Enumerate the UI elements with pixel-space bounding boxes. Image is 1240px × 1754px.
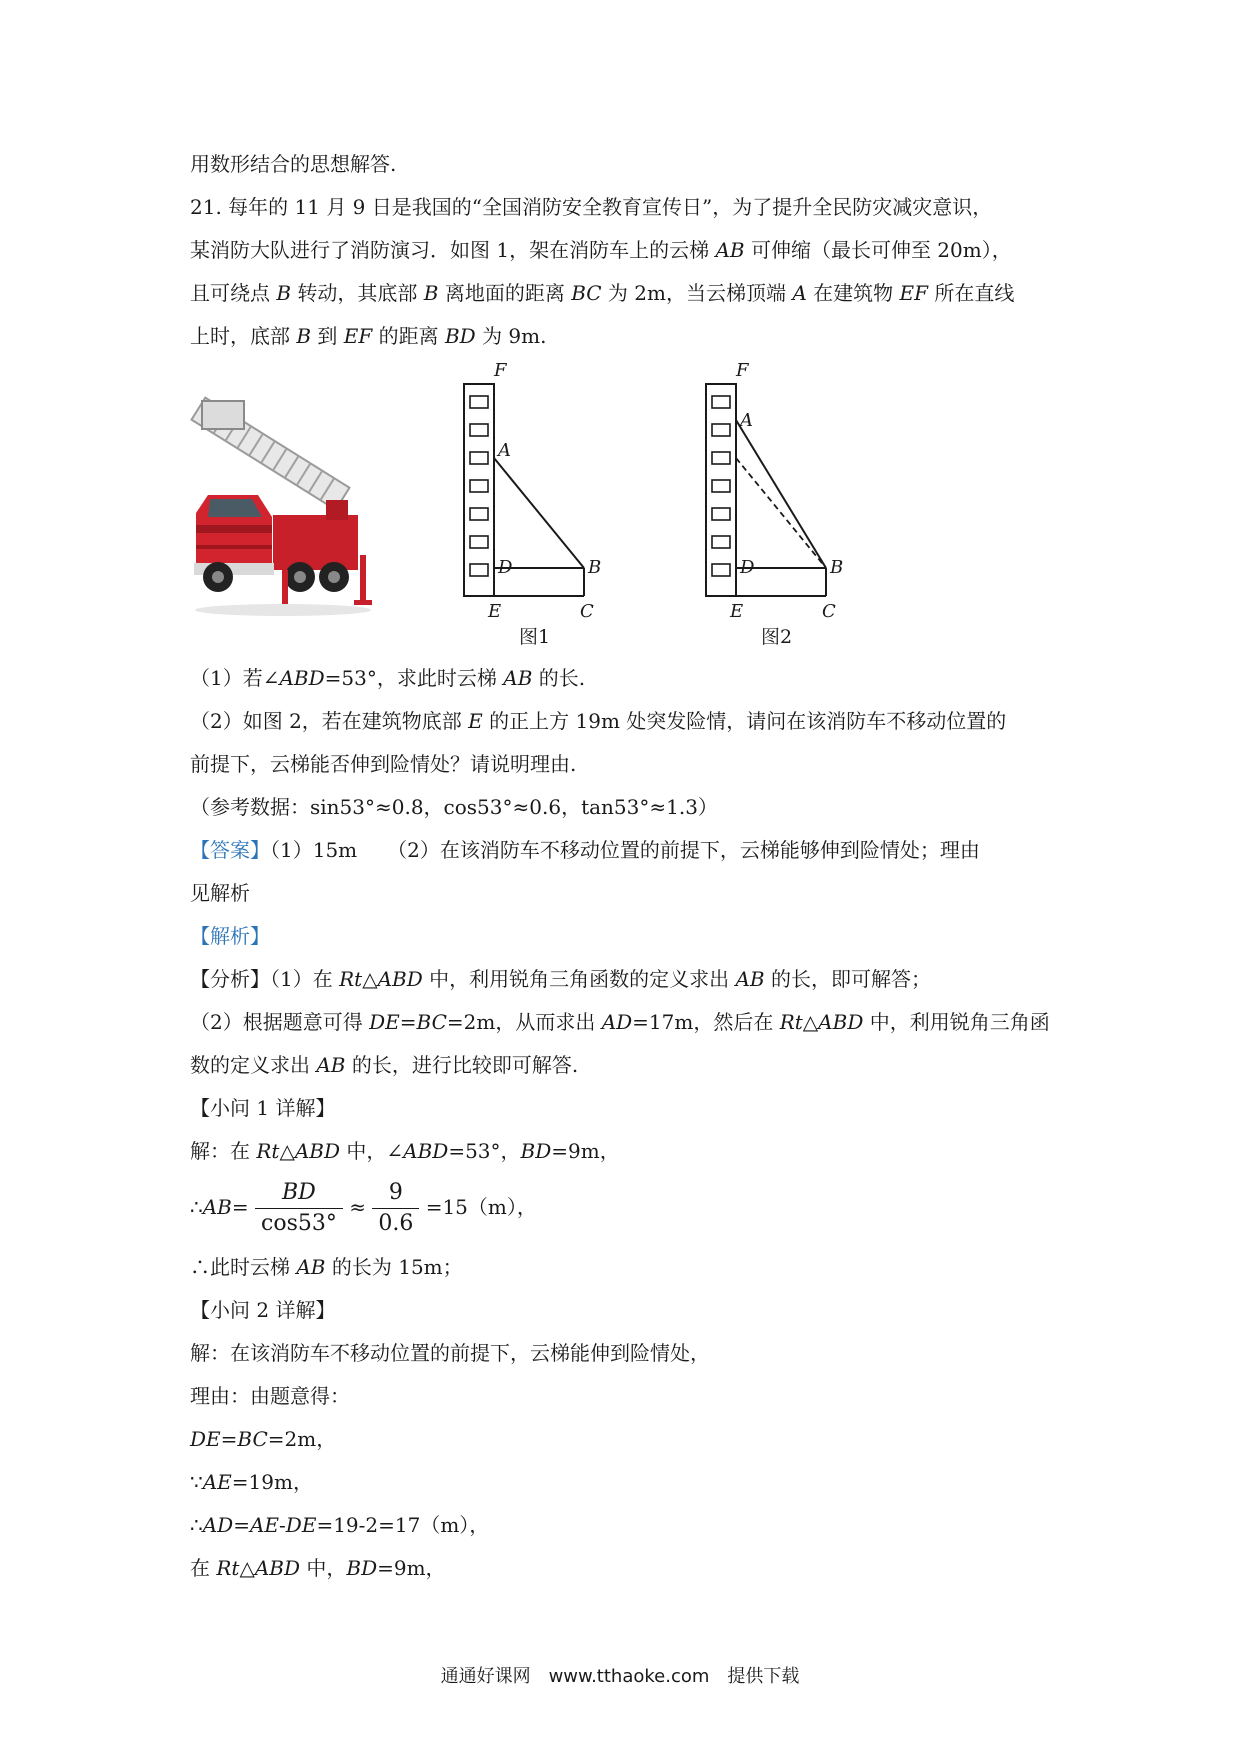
label-F: F bbox=[736, 360, 749, 381]
text-line: 上时，底部 B 到 EF 的距离 BD 为 9m. bbox=[190, 324, 547, 348]
fraction-bd-cos53: $\frac{BD}{\cos 53^\circ}$ bbox=[255, 1178, 343, 1239]
analysis-line: 【分析】（1）在 Rt△ABD 中，利用锐角三角函数的定义求出 AB 的长，即可解答； bbox=[190, 967, 931, 991]
subquestion-2-heading: 【小问 2 详解】 bbox=[190, 1298, 336, 1322]
label-E: E bbox=[488, 601, 502, 622]
subquestion-1-heading: 【小问 1 详解】 bbox=[190, 1096, 336, 1120]
label-D: D bbox=[740, 557, 755, 578]
figure-2-caption: 图2 bbox=[761, 626, 793, 648]
answer-tag: 【答案】 bbox=[190, 838, 270, 862]
label-C: C bbox=[822, 601, 836, 622]
fire-truck-image bbox=[188, 395, 378, 620]
question-2: （2）如图 2，若在建筑物底部 E 的正上方 19m 处突发险情，请问在该消防车不移动位置的 bbox=[190, 709, 1007, 733]
figure-1-diagram bbox=[450, 360, 630, 625]
answer-line: 【答案】（1）15m （2）在该消防车不移动位置的前提下，云梯能够伸到险情处；理由 bbox=[190, 838, 980, 862]
label-B: B bbox=[830, 557, 844, 578]
label-B: B bbox=[588, 557, 602, 578]
text-line: 某消防大队进行了消防演习．如图 1，架在消防车上的云梯 AB 可伸缩（最长可伸至 20m）， bbox=[190, 238, 1012, 262]
solution-line: ∵AE=19m， bbox=[190, 1470, 313, 1494]
solution-line: ∴AD=AE-DE=19-2=17（m）， bbox=[190, 1513, 490, 1537]
label-E: E bbox=[730, 601, 744, 622]
label-A: A bbox=[498, 440, 511, 461]
analysis-line: 数的定义求出 AB 的长，进行比较即可解答. bbox=[190, 1053, 579, 1077]
fraction-9-0.6: $\frac{9}{0.6}$ bbox=[372, 1178, 419, 1239]
solution-line: DE=BC=2m， bbox=[190, 1427, 337, 1451]
question-1: （1）若∠ABD=53°，求此时云梯 AB 的长. bbox=[190, 666, 586, 690]
solution-line: 解：在 Rt△ABD 中，∠ABD=53°，BD=9m， bbox=[190, 1139, 620, 1163]
figure-2-diagram bbox=[692, 360, 872, 625]
label-F: F bbox=[494, 360, 507, 381]
figure-1-caption: 图1 bbox=[519, 626, 551, 648]
page-footer: 通通好课网 www.tthaoke.com 提供下载 bbox=[440, 1666, 800, 1687]
equation-line: ∴AB= $\frac{BD}{\cos 53^\circ}$ ≈ $\frac{9}{0.6}$ =15（m）， bbox=[190, 1175, 537, 1239]
solution-line: 解：在该消防车不移动位置的前提下，云梯能伸到险情处， bbox=[190, 1341, 710, 1365]
analysis-tag: 【解析】 bbox=[190, 924, 270, 948]
text-line: 且可绕点 B 转动，其底部 B 离地面的距离 BC 为 2m，当云梯顶端 A 在建筑物 EF 所在直线 bbox=[190, 281, 1015, 305]
solution-line: 在 Rt△ABD 中，BD=9m， bbox=[190, 1556, 446, 1580]
text-line: 前提下，云梯能否伸到险情处？请说明理由. bbox=[190, 752, 577, 776]
reference-data: （参考数据：sin53°≈0.8，cos53°≈0.6，tan53°≈1.3） bbox=[190, 795, 718, 819]
text-line: 见解析 bbox=[190, 881, 250, 905]
problem-21-line: 21. 每年的 11 月 9 日是我国的“全国消防安全教育宣传日”，为了提升全民防灾减灾意识， bbox=[190, 195, 993, 219]
label-A: A bbox=[740, 410, 753, 431]
analysis-line: （2）根据题意可得 DE=BC=2m，从而求出 AD=17m，然后在 Rt△ABD 中，利用锐角三角函 bbox=[190, 1010, 1050, 1034]
label-D: D bbox=[498, 557, 513, 578]
text-line: 用数形结合的思想解答. bbox=[190, 152, 397, 176]
solution-line: ∴此时云梯 AB 的长为 15m； bbox=[190, 1255, 463, 1279]
label-C: C bbox=[580, 601, 594, 622]
solution-line: 理由：由题意得： bbox=[190, 1384, 350, 1408]
